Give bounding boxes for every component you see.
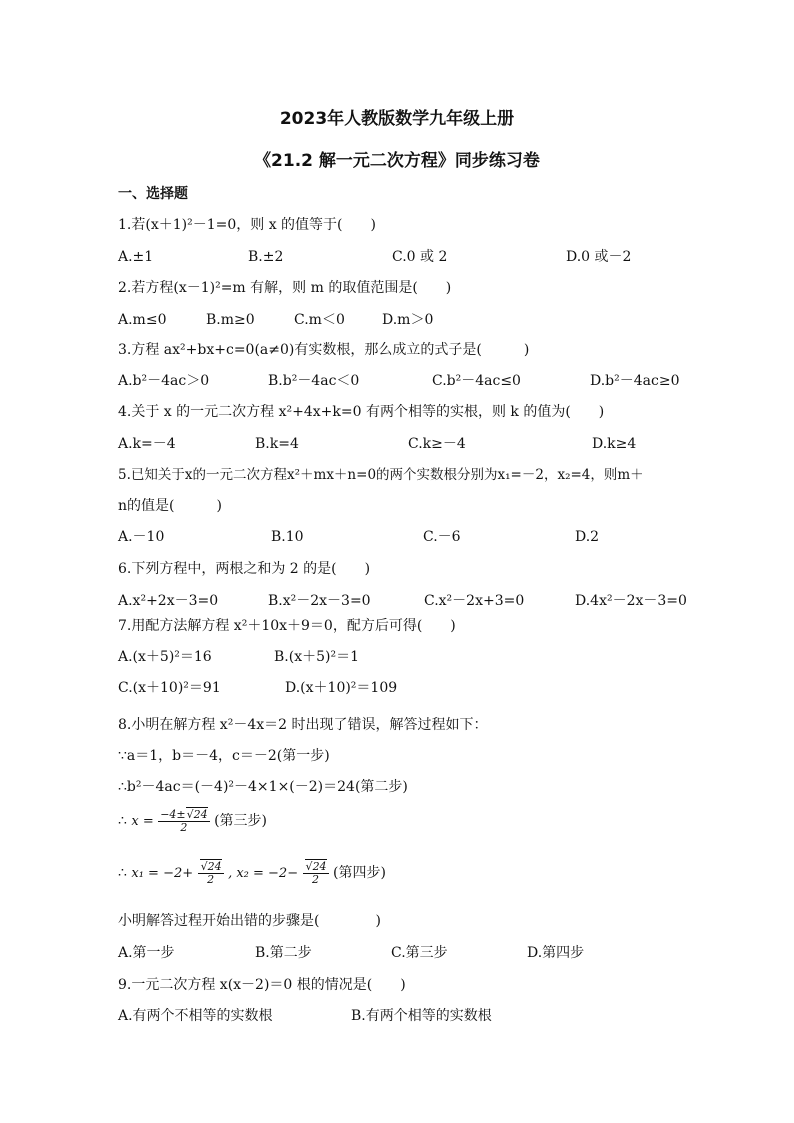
question-8-option-b: B.第二步: [255, 945, 312, 961]
question-9-option-b: B.有两个相等的实数根: [351, 1008, 492, 1024]
question-2-option-b: B.m≥0: [206, 312, 255, 328]
question-3-option-b: B.b²－4ac＜0: [268, 373, 360, 389]
question-9-stem: 9.一元二次方程 x(x－2)＝0 根的情况是( ): [118, 977, 406, 993]
fraction-numerator: [198, 861, 224, 874]
question-7-stem: 7.用配方法解方程 x²＋10x＋9＝0，配方后可得( ): [118, 618, 456, 634]
question-5-stem-line-1: 5.已知关于x的一元二次方程x²＋mx＋n=0的两个实数根分别为x₁=－2，x₂=4，则m＋: [118, 467, 644, 483]
section-heading: 一、选择题: [118, 186, 188, 202]
question-8-step-1: ∵a＝1，b＝－4，c＝－2(第一步): [118, 748, 330, 764]
question-5-option-b: B.10: [271, 529, 304, 545]
sqrt-24: √24: [186, 807, 208, 821]
sqrt-24: √24: [200, 859, 222, 873]
question-2-stem: 2.若方程(x－1)²=m 有解，则 m 的取值范围是( ): [118, 280, 452, 296]
formula-lhs: x =: [131, 814, 154, 829]
question-8-option-d: D.第四步: [527, 945, 585, 961]
fraction-denominator: 2: [180, 820, 188, 834]
question-7-option-b: B.(x＋5)²＝1: [274, 649, 359, 665]
fraction-numerator: −4±√24: [160, 807, 208, 821]
question-1-stem: 1.若(x＋1)²－1=0，则 x 的值等于( ): [118, 217, 376, 233]
question-4-option-c: C.k≥－4: [408, 436, 466, 452]
question-6-option-c: C.x²－2x+3=0: [424, 593, 525, 609]
question-5-option-a: A.－10: [118, 529, 165, 545]
question-4-option-b: B.k=4: [255, 436, 299, 452]
question-3-stem: 3.方程 ax²+bx+c=0(a≠0)有实数根，那么成立的式子是( ): [118, 342, 530, 358]
question-5-option-c: C.－6: [423, 529, 461, 545]
question-8-option-c: C.第三步: [391, 945, 448, 961]
question-4-stem: 4.关于 x 的一元二次方程 x²+4x+k=0 有两个相等的实根，则 k 的值为( ): [118, 404, 605, 420]
x2-lhs: , x₂ = −2−: [228, 866, 299, 881]
question-1-option-a: A.±1: [118, 249, 154, 265]
page-title: 2023年人教版数学九年级上册: [279, 109, 515, 129]
question-3-option-c: C.b²－4ac≤0: [432, 373, 521, 389]
question-4-option-a: A.k=－4: [118, 436, 176, 452]
fraction-denominator: 2: [207, 872, 215, 886]
question-2-option-a: A.m≤0: [118, 312, 167, 328]
question-3-option-d: D.b²－4ac≥0: [590, 373, 680, 389]
therefore-symbol: ∴: [118, 865, 127, 881]
question-5-option-d: D.2: [575, 529, 600, 545]
question-4-option-d: D.k≥4: [592, 436, 637, 452]
question-2-option-c: C.m＜0: [294, 312, 345, 328]
question-6-option-d: D.4x²－2x－3=0: [575, 593, 687, 609]
fraction-denominator: 2: [312, 872, 320, 886]
question-6-option-b: B.x²－2x－3=0: [268, 593, 371, 609]
x1-fraction: [198, 861, 224, 886]
question-7-option-a: A.(x＋5)²＝16: [118, 649, 212, 665]
therefore-symbol: ∴: [118, 813, 127, 829]
step-label: (第四步): [333, 865, 386, 881]
x2-fraction: [303, 861, 329, 886]
step-label: (第三步): [214, 813, 268, 829]
fraction: [158, 809, 209, 834]
question-7-option-c: C.(x＋10)²＝91: [118, 680, 221, 696]
page-subtitle: 《21.2 解一元二次方程》同步练习卷: [254, 151, 540, 171]
question-8-option-a: A.第一步: [118, 945, 175, 961]
question-2-option-d: D.m＞0: [382, 312, 434, 328]
question-7-option-d: D.(x＋10)²＝109: [285, 680, 398, 696]
question-1-option-c: C.0 或 2: [392, 249, 448, 265]
question-3-option-a: A.b²－4ac＞0: [118, 373, 210, 389]
question-6-stem: 6.下列方程中，两根之和为 2 的是( ): [118, 561, 371, 577]
fraction-numerator: [303, 861, 329, 874]
question-8-step-3: [118, 806, 267, 837]
question-9-option-a: A.有两个不相等的实数根: [118, 1008, 273, 1024]
sqrt-24: √24: [305, 859, 327, 873]
question-8-step-4: [118, 858, 386, 889]
question-8-question: 小明解答过程开始出错的步骤是( ): [118, 913, 381, 929]
question-8-step-2: ∴b²－4ac＝(－4)²－4×1×(－2)＝24(第二步): [118, 779, 408, 795]
question-1-option-b: B.±2: [248, 249, 284, 265]
question-5-stem-line-2: n的值是( ): [118, 498, 222, 514]
question-1-option-d: D.0 或－2: [566, 249, 632, 265]
question-8-stem: 8.小明在解方程 x²－4x＝2 时出现了错误，解答过程如下：: [118, 717, 488, 733]
question-6-option-a: A.x²+2x－3=0: [118, 593, 219, 609]
x1-lhs: x₁ = −2+: [131, 866, 194, 881]
